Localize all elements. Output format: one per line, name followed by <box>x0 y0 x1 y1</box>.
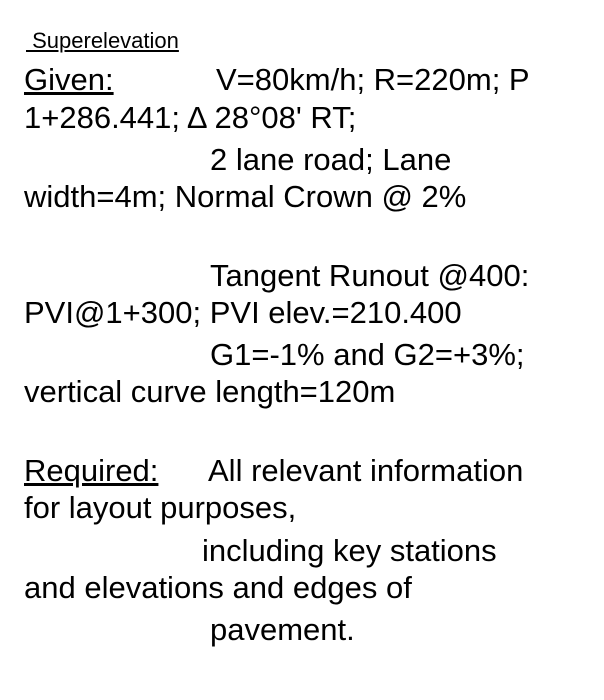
required-line-4: and elevations and edges of <box>24 570 412 605</box>
required-line-5: pavement. <box>210 612 355 647</box>
given-label: Given: <box>24 62 114 97</box>
required-line-3: including key stations <box>202 533 497 568</box>
given-line-7: G1=-1% and G2=+3%; <box>210 337 525 372</box>
given-line-1: V=80km/h; R=220m; P <box>216 62 530 97</box>
required-label: Required: <box>24 453 159 488</box>
given-label-line <box>24 62 114 98</box>
given-line-3: 2 lane road; Lane <box>210 142 452 177</box>
given-line-5: Tangent Runout @400: <box>210 258 530 293</box>
required-line-1: All relevant information <box>208 453 524 488</box>
given-line-6: PVI@1+300; PVI elev.=210.400 <box>24 295 462 330</box>
given-line-4: width=4m; Normal Crown @ 2% <box>24 179 467 214</box>
required-line-2: for layout purposes, <box>24 490 297 525</box>
given-line-8: vertical curve length=120m <box>24 374 396 409</box>
required-label-line <box>24 453 158 489</box>
section-heading: Superelevation <box>26 28 179 53</box>
given-line-2: 1+286.441; Δ 28°08' RT; <box>24 100 357 135</box>
